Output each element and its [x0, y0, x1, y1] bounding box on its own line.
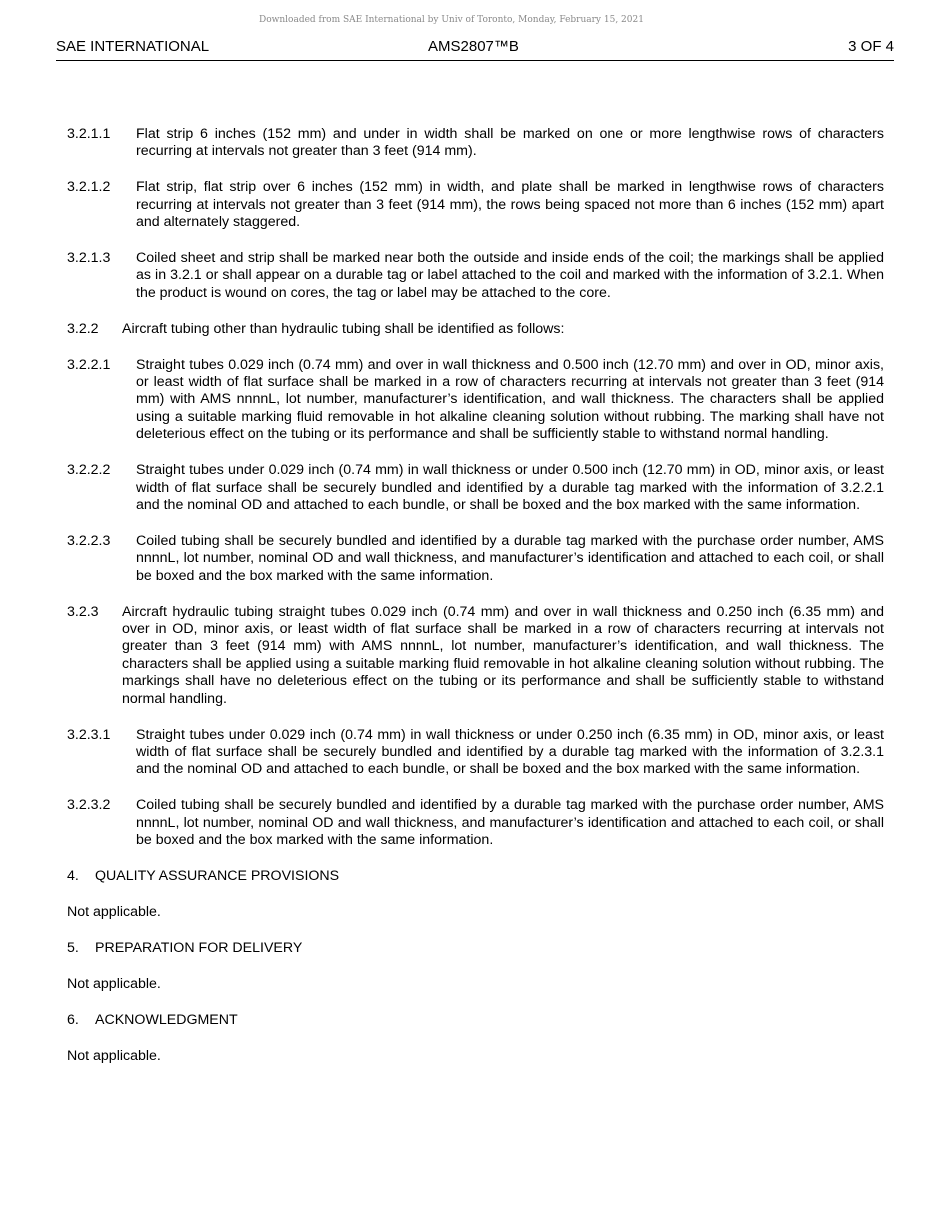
- paragraph-number: 3.2.1.1: [67, 126, 111, 142]
- paragraph-text: Aircraft tubing other than hydraulic tubing shall be identified as follows:: [122, 320, 565, 337]
- paragraph-text: Straight tubes 0.029 inch (0.74 mm) and over in wall thickness and 0.500 inch (12.70 mm) and over in OD, minor axis, or least width of flat surface shall be marked in a row of characters recurring at intervals not greater than 3 feet (914 mm) with AMS nnnnL, lot number, manufacturer’s identification, and wall thickness. The characters shall be applied using a suitable marking fluid removable in hot alkaline cleaning solution without rubbing. The marking shall have not deleterious effect on the tubing or its performance and shall be sufficiently stable to withstand normal handling.: [136, 356, 884, 443]
- header-document-id: AMS2807™B: [428, 38, 519, 55]
- document-body: [67, 126, 884, 1083]
- header-page-number: 3 OF 4: [848, 38, 894, 55]
- page-header: [56, 38, 894, 61]
- paragraph-3-2-3-1: [67, 727, 884, 779]
- download-watermark: Downloaded from SAE International by Univ of Toronto, Monday, February 15, 2021: [259, 15, 644, 25]
- section-body-5: Not applicable.: [67, 975, 161, 992]
- section-number: 6.: [67, 1011, 79, 1028]
- paragraph-text: Coiled tubing shall be securely bundled and identified by a durable tag marked with the purchase order number, AMS nnnnL, lot number, nominal OD and wall thickness, and manufacturer’s identification and attached to each coil, or shall be boxed and the box marked with the same information.: [136, 797, 884, 849]
- paragraph-text: Coiled sheet and strip shall be marked near both the outside and inside ends of the coil; the markings shall be applied as in 3.2.1 or shall appear on a durable tag or label attached to the coil and marked with the information of 3.2.1. When the product is wound on cores, the tag or label may be attached to the core.: [136, 250, 884, 301]
- paragraph-text: Coiled tubing shall be securely bundled and identified by a durable tag marked with the purchase order number, AMS nnnnL, lot number, nominal OD and wall thickness, and manufacturer’s identification and attached to each coil, or shall be boxed and the box marked with the same information.: [136, 532, 884, 584]
- paragraph-text: Straight tubes under 0.029 inch (0.74 mm) in wall thickness or under 0.500 inch (12.70 mm) in OD, minor axis, or least width of flat surface shall be securely bundled and identified by a durable tag marked with the information of 3.2.2.1 and the nominal OD and attached to each bundle, or shall be boxed and the box marked with the same information.: [136, 462, 884, 513]
- paragraph-text: Aircraft hydraulic tubing straight tubes 0.029 inch (0.74 mm) and over in wall thickness and 0.250 inch (6.35 mm) and over in OD, minor axis, or least width of flat surface shall be marked in a row of characters recurring at intervals not greater than 3 feet (914 mm) with AMS nnnnL, lot number, manufacturer’s identification, and wall thickness. The characters shall be applied using a suitable marking fluid removable in hot alkaline cleaning solution without rubbing. The markings shall have no deleterious effect on the tubing or its performance and shall be sufficiently stable to withstand normal handling.: [122, 603, 884, 707]
- section-title: ACKNOWLEDGMENT: [95, 1011, 238, 1028]
- paragraph-3-2-1-2: [67, 179, 884, 231]
- paragraph-number: 3.2.3.2: [67, 797, 111, 814]
- paragraph-number: 3.2.2: [67, 320, 99, 337]
- section-number: 4.: [67, 868, 79, 884]
- paragraph-text: Flat strip 6 inches (152 mm) and under in width shall be marked on one or more lengthwise rows of characters recurring at intervals not greater than 3 feet (914 mm).: [136, 126, 884, 160]
- paragraph-number: 3.2.3.1: [67, 726, 111, 743]
- paragraph-number: 3.2.3: [67, 603, 99, 620]
- section-body-6: Not applicable.: [67, 1047, 161, 1064]
- paragraph-number: 3.2.2.2: [67, 462, 111, 479]
- paragraph-3-2-3: [67, 604, 884, 708]
- paragraph-3-2-1-3: [67, 250, 884, 302]
- header-organization: SAE INTERNATIONAL: [56, 38, 210, 55]
- paragraph-number: 3.2.1.2: [67, 179, 111, 196]
- paragraph-text: Flat strip, flat strip over 6 inches (152 mm) in width, and plate shall be marked in lengthwise rows of characters recurring at intervals not greater than 3 feet (914 mm), the rows being spaced not more than 6 inches (152 mm) apart and alternately staggered.: [136, 179, 884, 231]
- paragraph-3-2-2: [67, 321, 884, 338]
- section-number: 5.: [67, 939, 79, 956]
- section-body-4: Not applicable.: [67, 903, 161, 920]
- paragraph-3-2-3-2: [67, 797, 884, 849]
- paragraph-text: Straight tubes under 0.029 inch (0.74 mm) in wall thickness or under 0.250 inch (6.35 mm) in OD, minor axis, or least width of flat surface shall be securely bundled and identified by a durable tag marked with the information of 3.2.3.1 and the nominal OD and attached to each bundle, or shall be boxed and the box marked with the same information.: [136, 726, 884, 778]
- paragraph-3-2-1-1: [67, 126, 884, 161]
- paragraph-number: 3.2.2.3: [67, 532, 111, 549]
- paragraph-3-2-2-1: [67, 357, 884, 444]
- paragraph-number: 3.2.1.3: [67, 250, 111, 267]
- section-heading-4: [67, 868, 884, 885]
- paragraph-number: 3.2.2.1: [67, 356, 111, 373]
- section-heading-5: [67, 940, 884, 957]
- paragraph-3-2-2-2: [67, 462, 884, 514]
- section-title: PREPARATION FOR DELIVERY: [95, 939, 303, 956]
- section-title: QUALITY ASSURANCE PROVISIONS: [95, 868, 340, 884]
- paragraph-3-2-2-3: [67, 533, 884, 585]
- section-heading-6: [67, 1012, 884, 1029]
